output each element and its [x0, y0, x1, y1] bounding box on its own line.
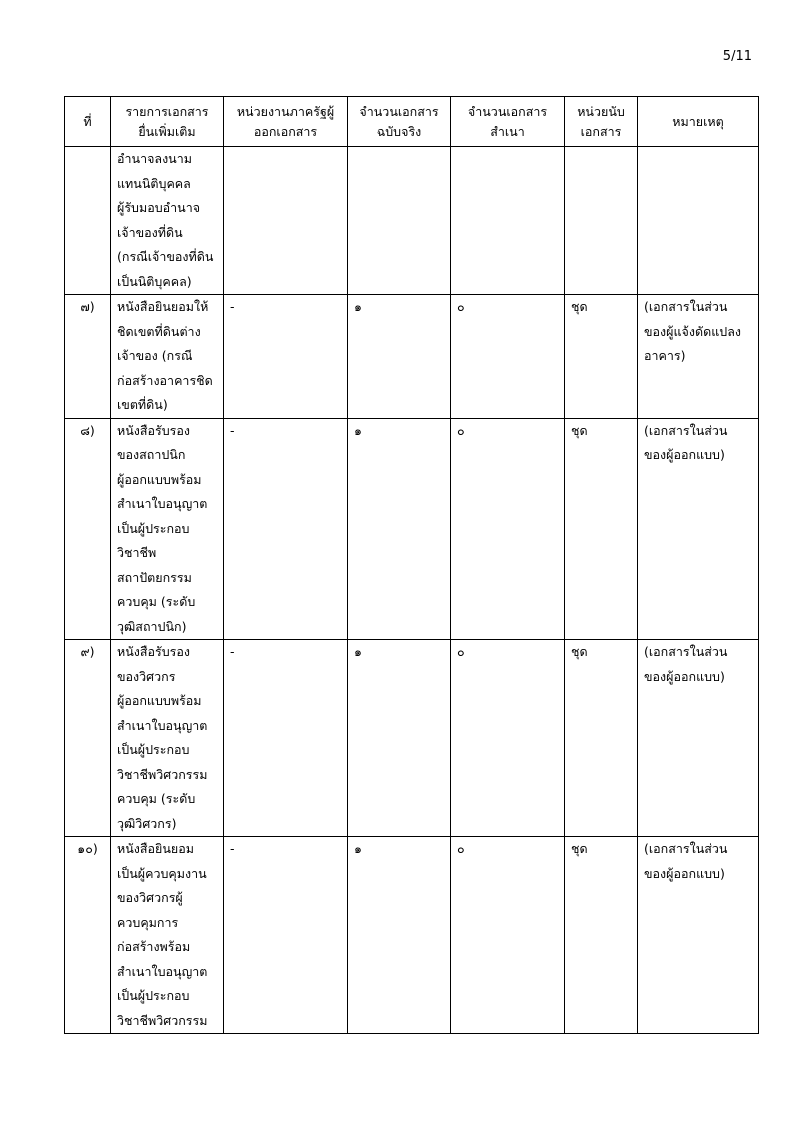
row-original: ๑: [348, 295, 451, 419]
header-copy: จำนวนเอกสาร สำเนา: [451, 97, 565, 147]
row-agency: -: [224, 640, 348, 837]
table-row: [65, 418, 759, 640]
row-remark: (เอกสารในส่วน ของผู้ออกแบบ): [638, 640, 759, 837]
row-item: หนังสือรับรอง ของวิศวกร ผู้ออกแบบพร้อม สำเนาใบอนุญาต เป็นผู้ประกอบ วิชาชีพวิศวกรรม ควบคุม (ระดับ วุฒิวิศวกร): [111, 640, 224, 837]
row-copy: ๐: [451, 837, 565, 1034]
page-number: 5/11: [722, 49, 752, 64]
row-original: ๑: [348, 837, 451, 1034]
row-copy: [451, 147, 565, 295]
row-unit: ชุด: [565, 640, 638, 837]
row-item: หนังสือยินยอม เป็นผู้ควบคุมงาน ของวิศวกรผู้ ควบคุมการ ก่อสร้างพร้อม สำเนาใบอนุญาต เป็นผู้ประกอบ วิชาชีพวิศวกรรม: [111, 837, 224, 1034]
header-original: จำนวนเอกสาร ฉบับจริง: [348, 97, 451, 147]
header-no: ที่: [65, 97, 111, 147]
row-item: หนังสือยินยอมให้ ชิดเขตที่ดินต่าง เจ้าของ (กรณี ก่อสร้างอาคารชิด เขตที่ดิน): [111, 295, 224, 419]
row-unit: ชุด: [565, 418, 638, 640]
row-unit: ชุด: [565, 837, 638, 1034]
header-remark: หมายเหตุ: [638, 97, 759, 147]
header-unit: หน่วยนับ เอกสาร: [565, 97, 638, 147]
table-row: [65, 837, 759, 1034]
row-original: ๑: [348, 640, 451, 837]
row-no: ๑๐): [65, 837, 111, 1034]
row-no: ๙): [65, 640, 111, 837]
row-no: ๘): [65, 418, 111, 640]
table-row: [65, 640, 759, 837]
row-unit: ชุด: [565, 295, 638, 419]
row-agency: [224, 147, 348, 295]
row-copy: ๐: [451, 295, 565, 419]
header-agency: หน่วยงานภาครัฐผู้ ออกเอกสาร: [224, 97, 348, 147]
row-remark: [638, 147, 759, 295]
row-item: อำนาจลงนาม แทนนิติบุคคล ผู้รับมอบอำนาจ เจ้าของที่ดิน (กรณีเจ้าของที่ดิน เป็นนิติบุคคล): [111, 147, 224, 295]
row-no: [65, 147, 111, 295]
row-remark: (เอกสารในส่วน ของผู้แจ้งดัดแปลง อาคาร): [638, 295, 759, 419]
row-agency: -: [224, 418, 348, 640]
row-original: [348, 147, 451, 295]
row-remark: (เอกสารในส่วน ของผู้ออกแบบ): [638, 418, 759, 640]
row-agency: -: [224, 295, 348, 419]
table-row: [65, 295, 759, 419]
row-unit: [565, 147, 638, 295]
header-item: รายการเอกสาร ยื่นเพิ่มเติม: [111, 97, 224, 147]
row-agency: -: [224, 837, 348, 1034]
row-copy: ๐: [451, 640, 565, 837]
row-no: ๗): [65, 295, 111, 419]
table-header-row: [65, 97, 759, 147]
row-remark: (เอกสารในส่วน ของผู้ออกแบบ): [638, 837, 759, 1034]
row-item: หนังสือรับรอง ของสถาปนิก ผู้ออกแบบพร้อม สำเนาใบอนุญาต เป็นผู้ประกอบ วิชาชีพ สถาปัตยกรรม ควบคุม (ระดับ วุฒิสถาปนิก): [111, 418, 224, 640]
row-copy: ๐: [451, 418, 565, 640]
documents-table: [64, 96, 759, 1034]
row-original: ๑: [348, 418, 451, 640]
table-row: [65, 147, 759, 295]
